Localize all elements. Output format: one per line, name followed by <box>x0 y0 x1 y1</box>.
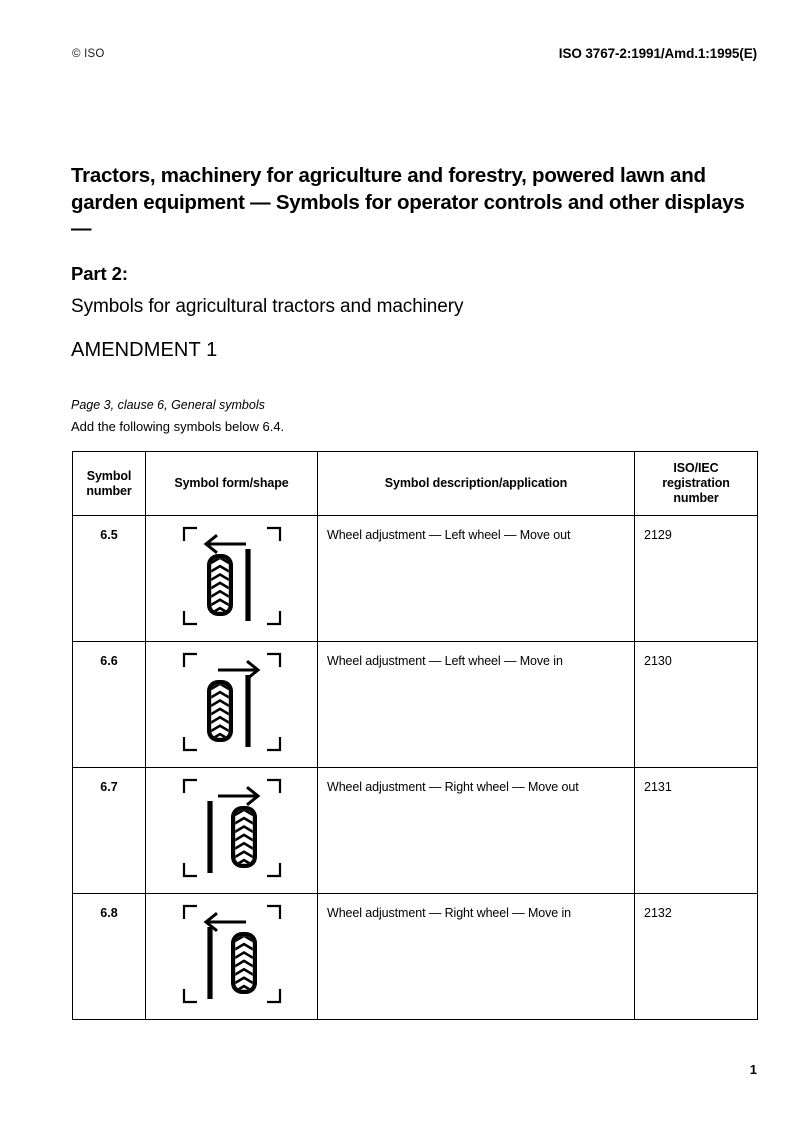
column-header-symbol-form: Symbol form/shape <box>146 452 318 516</box>
symbol-number-cell: 6.5 <box>73 516 146 642</box>
symbol-description-cell: Wheel adjustment — Left wheel — Move in <box>318 642 635 768</box>
registration-number-cell: 2129 <box>635 516 758 642</box>
part-title: Symbols for agricultural tractors and machinery <box>71 296 464 317</box>
column-header-symbol-description: Symbol description/application <box>318 452 635 516</box>
column-header-symbol-number: Symbol number <box>73 452 146 516</box>
clause-instruction: Add the following symbols below 6.4. <box>71 419 285 434</box>
symbol-number-cell: 6.8 <box>73 894 146 1020</box>
sym3 <box>180 902 284 1006</box>
symbol-shape-cell <box>146 516 318 642</box>
sym2 <box>180 776 284 880</box>
symbol-shape-cell <box>146 768 318 894</box>
part-label: Part 2: <box>71 263 128 284</box>
registration-number-cell: 2132 <box>635 894 758 1020</box>
page-number: 1 <box>749 1062 757 1077</box>
column-header-registration-number: ISO/IEC registration number <box>635 452 758 516</box>
symbols-table <box>72 451 758 1020</box>
symbol-shape-cell <box>146 642 318 768</box>
symbol-number-cell: 6.6 <box>73 642 146 768</box>
document-title: Tractors, machinery for agriculture and forestry, powered lawn and garden equipment — Symbols for operator controls and other displays — <box>71 164 745 240</box>
table-row <box>73 894 758 1020</box>
registration-number-cell: 2130 <box>635 642 758 768</box>
wheel-adjustment-left-move-in-symbol <box>180 650 284 754</box>
symbol-description-cell: Wheel adjustment — Right wheel — Move in <box>318 894 635 1020</box>
table-body <box>73 516 758 1020</box>
wheel-adjustment-right-move-in-symbol <box>180 902 284 1006</box>
table-row <box>73 768 758 894</box>
sym0 <box>180 524 284 628</box>
amendment-heading: AMENDMENT 1 <box>71 339 218 361</box>
table-row <box>73 516 758 642</box>
page-header <box>72 46 757 64</box>
copyright-notice: © ISO <box>72 48 105 60</box>
symbol-description-cell: Wheel adjustment — Right wheel — Move out <box>318 768 635 894</box>
wheel-adjustment-right-move-out-symbol <box>180 776 284 880</box>
symbol-shape-cell <box>146 894 318 1020</box>
sym1 <box>180 650 284 754</box>
table-row <box>73 642 758 768</box>
symbol-number-cell: 6.7 <box>73 768 146 894</box>
standard-reference: ISO 3767-2:1991/Amd.1:1995(E) <box>558 46 757 61</box>
clause-reference: Page 3, clause 6, General symbols <box>71 398 265 412</box>
table-header-row <box>73 452 758 516</box>
symbol-description-cell: Wheel adjustment — Left wheel — Move out <box>318 516 635 642</box>
registration-number-cell: 2131 <box>635 768 758 894</box>
wheel-adjustment-left-move-out-symbol <box>180 524 284 628</box>
